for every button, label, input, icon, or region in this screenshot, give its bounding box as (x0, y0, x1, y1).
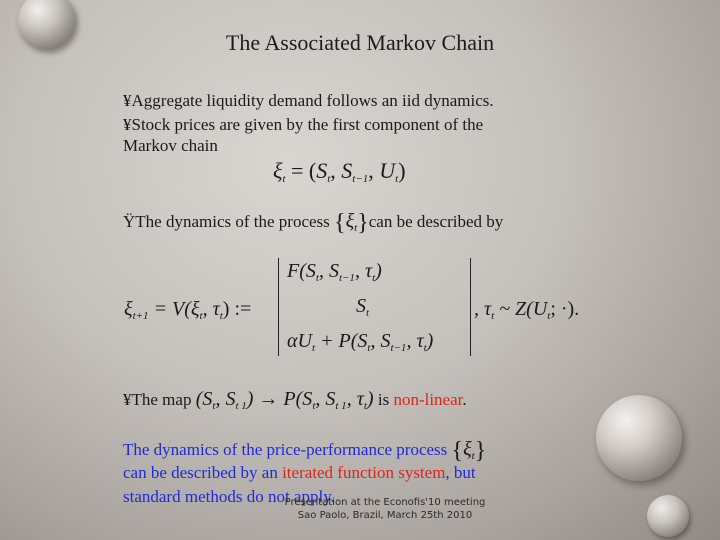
recursion-lhs: $\xi_{t+1} = V(\xi_t$, $\tau_t$) := (124, 298, 252, 322)
matrix-row-2: $S_t$ (356, 295, 370, 319)
slide-title: The Associated Markov Chain (225, 30, 495, 55)
map-statement: ¥The map ($S_t$, $S_{t 1}) \to P(S_t$, $S_{t 1}$, $\tau_t$) is non-linear. (123, 388, 467, 412)
blue-para-line2: can be described by an iterated function system, but (123, 463, 476, 482)
decorative-sphere-small (647, 495, 689, 537)
dynamics-statement: ŸThe dynamics of the process $\{\xi_t\}can$ be described by (123, 210, 504, 236)
matrix-row-3: $\alpha U_t + P(S_t$, $S_{t-1}$, $\tau_t$) (287, 330, 434, 354)
decorative-sphere-bottom-right (596, 395, 682, 481)
non-linear-highlight: non-linear (393, 390, 463, 409)
bullet-stock-prices-line1: ¥Stock prices are given by the first component of the (123, 115, 484, 134)
ifs-highlight: iterated function system (282, 463, 446, 482)
recursion-tail: , $\tau_t$ ~ $Z(U_t$; ·). (474, 298, 580, 322)
slide-footer: Presentation at the Econofis'10 meeting Sao Paolo, Brazil, March 25th 2010 (284, 497, 486, 521)
matrix-right-bar (470, 258, 471, 356)
bullet-liquidity: ¥Aggregate liquidity demand follows an iid dynamics. (123, 91, 494, 110)
blue-para-line1: The dynamics of the price-performance process $\{\xi_t\}$ (123, 438, 487, 464)
blue-para-line3: standard methods do not apply. (123, 487, 335, 506)
bullet-stock-prices-line2: Markov chain (123, 136, 218, 155)
matrix-row-1: $F(S_t$, $S_{t-1}$, $\tau_t$) (287, 260, 382, 284)
matrix-left-bar (278, 258, 279, 356)
xi-definition-equation: $\xi_t = (S_t$, $S_{t-1}$, $U_t$) (273, 158, 406, 185)
